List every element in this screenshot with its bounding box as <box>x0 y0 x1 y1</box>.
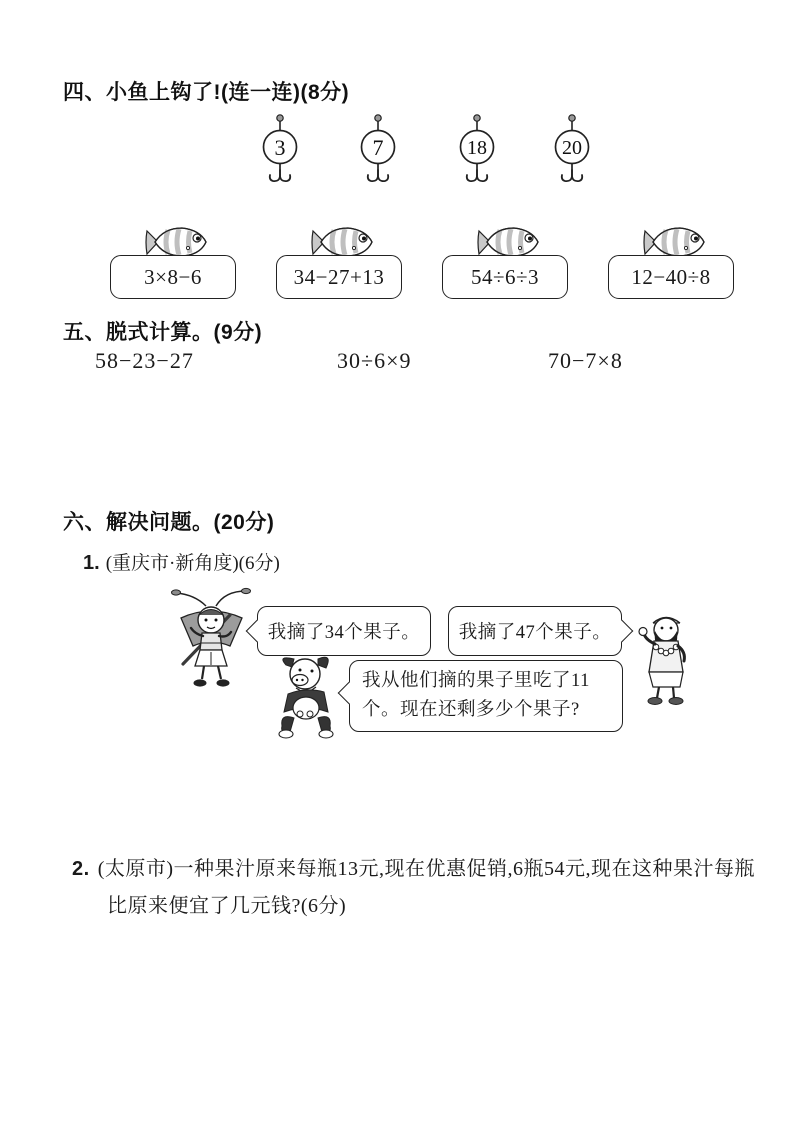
speech-bubble-pig <box>349 660 623 732</box>
pig-character <box>269 653 343 741</box>
expression-text: 3×8−6 <box>144 264 202 289</box>
speech-bubble-monkey <box>257 606 431 656</box>
expression-text: 34−27+13 <box>293 264 385 289</box>
fishing-hook-3 <box>260 112 300 186</box>
hook-eyelet <box>277 115 283 121</box>
fish-card <box>608 224 738 302</box>
fish-card <box>442 224 572 302</box>
bubble-pointer-left <box>246 620 269 643</box>
hook-barbs <box>270 170 280 181</box>
expression-box <box>608 255 734 299</box>
problem-1-source-tag: (重庆市·新角度)(6分) <box>105 553 280 574</box>
hook-number: 18 <box>467 137 487 159</box>
expression-text: 12−40÷8 <box>631 264 711 289</box>
expression-box <box>276 255 402 299</box>
expression-box <box>442 255 568 299</box>
fishing-hook-7 <box>358 112 398 186</box>
hook-number: 20 <box>562 137 582 159</box>
section-six-title: 六、解决问题。(20分) <box>63 511 275 534</box>
fish-card <box>110 224 240 302</box>
problem-1-number: 1. <box>83 552 100 574</box>
bubble-pointer-left <box>338 682 361 705</box>
expression-text: 54÷6÷3 <box>470 264 540 289</box>
problem-1-header <box>83 548 280 575</box>
expression-box <box>110 255 236 299</box>
calc-expression: 58−23−27 <box>95 348 194 373</box>
monkey-king-character <box>170 586 254 694</box>
fishing-hook-20 <box>552 112 592 186</box>
calc-expression: 30÷6×9 <box>337 348 412 373</box>
speech-text: 我摘了34个果子。 <box>267 623 421 643</box>
hook-number: 7 <box>372 135 384 160</box>
speech-text: 我摘了47个果子。 <box>458 623 612 643</box>
bearded-man-character <box>628 610 704 706</box>
speech-bubble-bearded-man <box>448 606 622 656</box>
section-five-title: 五、脱式计算。(9分) <box>63 321 263 344</box>
section-four-title: 四、小鱼上钩了!(连一连)(8分) <box>63 81 350 104</box>
problem-2-text: (太原市)一种果汁原来每瓶13元,现在优惠促销,6瓶54元,现在这种果汁每瓶比原来便宜了几元钱?(6分) <box>97 858 756 917</box>
problem-2 <box>72 851 767 925</box>
calc-expression: 70−7×8 <box>548 348 623 373</box>
fishing-hook-18 <box>457 112 497 186</box>
hook-number: 3 <box>274 135 286 160</box>
fish-card <box>276 224 406 302</box>
speech-text: 我从他们摘的果子里吃了11个。现在还剩多少个果子? <box>362 671 590 720</box>
problem-2-number: 2. <box>72 858 90 880</box>
bubble-pointer-right <box>611 620 634 643</box>
